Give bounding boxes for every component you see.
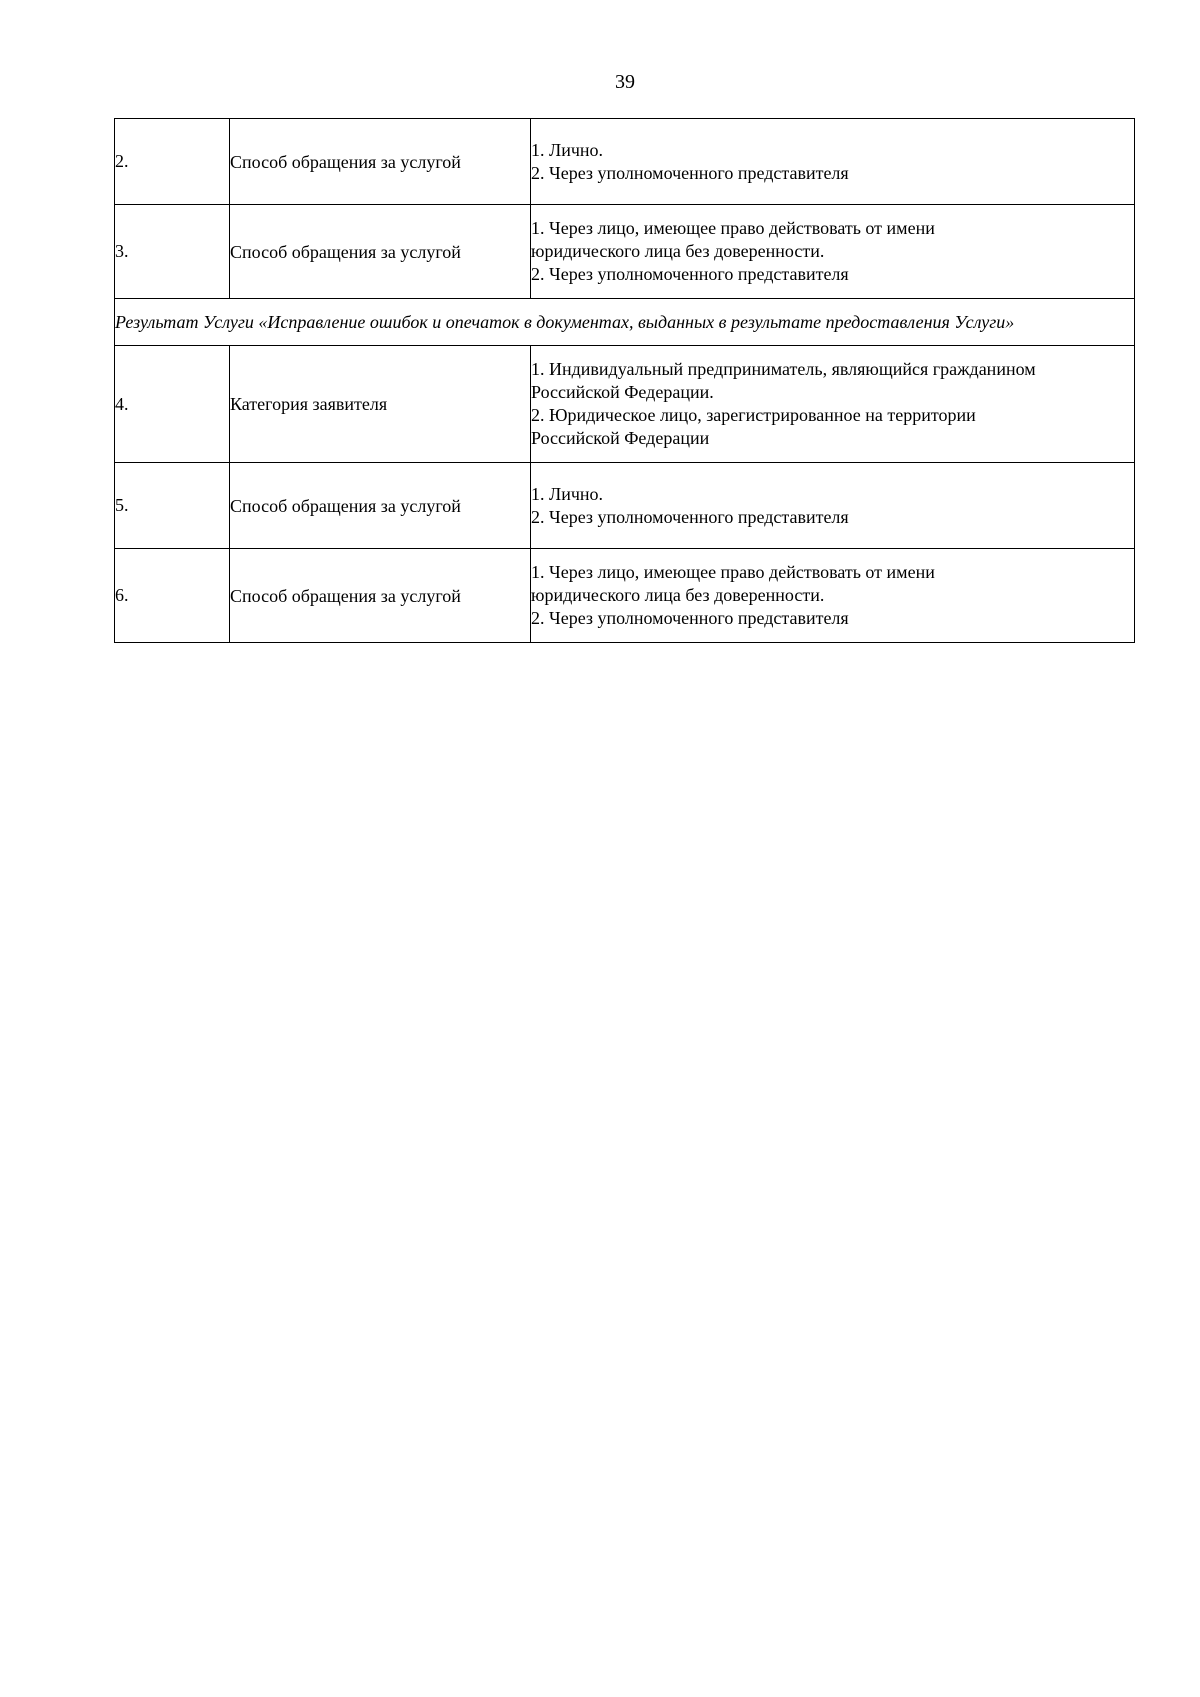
value-line: Российской Федерации xyxy=(531,428,710,448)
parameter-value xyxy=(531,119,1135,205)
value-line: юридического лица без доверенности. xyxy=(531,585,825,605)
row-number: 5. xyxy=(115,463,230,549)
value-line: 2. Через уполномоченного представителя xyxy=(531,162,849,183)
parameter-value xyxy=(531,463,1135,549)
parameter-name: Способ обращения за услугой xyxy=(230,463,531,549)
parameter-name: Способ обращения за услугой xyxy=(230,205,531,299)
section-title: Результат Услуги «Исправление ошибок и опечаток в документах, выданных в результате предоставления Услуги» xyxy=(115,299,1135,346)
row-number: 2. xyxy=(115,119,230,205)
parameter-name: Способ обращения за услугой xyxy=(230,119,531,205)
value-line: юридического лица без доверенности. xyxy=(531,241,825,261)
value-line: 1. Через лицо, имеющее право действовать от имени xyxy=(531,562,935,582)
table-row xyxy=(115,205,1135,299)
parameter-name: Категория заявителя xyxy=(230,346,531,463)
parameter-value xyxy=(531,205,1135,299)
service-table xyxy=(114,118,1135,643)
value-line: 2. Юридическое лицо, зарегистрированное на территории xyxy=(531,405,976,425)
table-row xyxy=(115,549,1135,643)
value-line: 1. Лично. xyxy=(531,139,604,160)
row-number: 3. xyxy=(115,205,230,299)
row-number: 6. xyxy=(115,549,230,643)
section-row xyxy=(115,299,1135,346)
value-line: Российской Федерации. xyxy=(531,382,714,402)
table-row xyxy=(115,119,1135,205)
value-line: 2. Через уполномоченного представителя xyxy=(531,506,849,527)
value-line: 2. Через уполномоченного представителя xyxy=(531,608,849,628)
value-line: 1. Через лицо, имеющее право действовать от имени xyxy=(531,218,935,238)
table-row xyxy=(115,463,1135,549)
page-number: 39 xyxy=(615,71,635,93)
value-line: 2. Через уполномоченного представителя xyxy=(531,264,849,284)
value-line: 1. Индивидуальный предприниматель, являющийся гражданином xyxy=(531,359,1036,379)
parameter-name: Способ обращения за услугой xyxy=(230,549,531,643)
table-row xyxy=(115,346,1135,463)
parameter-value xyxy=(531,549,1135,643)
parameter-value xyxy=(531,346,1135,463)
value-line: 1. Лично. xyxy=(531,483,604,504)
row-number: 4. xyxy=(115,346,230,463)
